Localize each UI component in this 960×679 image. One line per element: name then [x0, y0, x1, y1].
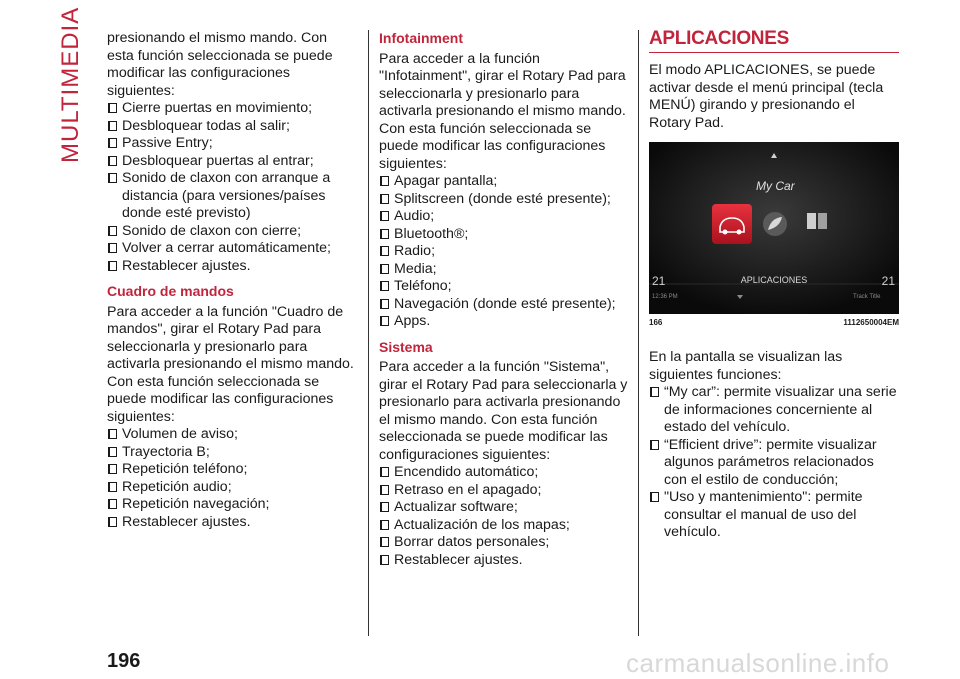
col1-sub-intro: Para acceder a la función "Cuadro de mandos", girar el Rotary Pad para seleccionarla y presionarlo para activarla presionando el mismo mando. Con esta función seleccionada se puede modificar las configuraciones siguientes: [107, 303, 354, 425]
col1-subheading: Cuadro de mandos [107, 283, 234, 299]
list-item-text: Actualizar software; [394, 499, 518, 515]
bullet-icon [380, 520, 389, 530]
list-item [379, 243, 629, 261]
bullet-icon [108, 103, 117, 113]
figure-number: 166 [649, 318, 663, 327]
list-item [379, 208, 629, 226]
list-item [649, 384, 899, 437]
col3-after: En la pantalla se visualizan las siguientes funciones: [649, 349, 843, 383]
list-item [379, 482, 629, 500]
column-3-lower [649, 349, 899, 542]
list-item-text: “Efficient drive”: permite visualizar algunos parámetros relacionados con el estilo de conducción; [664, 436, 877, 488]
list-item-text: Volumen de aviso; [122, 426, 238, 442]
col2-sub-intro: Para acceder a la función "Sistema", girar el Rotary Pad para seleccionarla y presionarlo para activarla presionando el mismo mando. Con esta función seleccionada se puede modificar las configuraciones siguientes: [379, 359, 628, 463]
list-item-text: “My car”: permite visualizar una serie de informaciones concerniente al estado del vehículo. [664, 384, 897, 435]
bullet-icon [108, 517, 117, 527]
list-item [107, 461, 357, 479]
list-item [107, 496, 357, 514]
column-2 [379, 30, 629, 569]
bullet-icon [380, 176, 389, 186]
bullet-icon [380, 537, 389, 547]
list-item-text: Sonido de claxon con cierre; [122, 222, 302, 239]
bullet-icon [380, 299, 389, 309]
list-item [107, 514, 357, 532]
col2-list [379, 173, 629, 331]
bullet-icon [108, 173, 117, 183]
screen-right-number: 21 [881, 274, 895, 288]
bullet-icon [380, 555, 389, 565]
list-item-text: Repetición teléfono; [122, 461, 248, 477]
list-item-text: Radio; [394, 243, 436, 259]
list-item [107, 153, 357, 171]
list-item [107, 479, 357, 497]
section-title-rule [649, 52, 899, 54]
list-item [649, 437, 899, 490]
bullet-icon [380, 194, 389, 204]
list-item-text: Splitscreen (donde esté presente); [394, 190, 611, 207]
list-item-text: Volver a cerrar automáticamente; [122, 240, 331, 256]
col3-intro: El modo APLICACIONES, se puede activar desde el menú principal (tecla MENÚ) girando y presionando el Rotary Pad. [649, 62, 884, 131]
list-item [107, 240, 357, 258]
list-item [379, 296, 629, 314]
col3-list [649, 384, 899, 542]
column-3 [649, 30, 899, 132]
list-item-text: Retraso en el apagado; [394, 481, 542, 498]
bullet-icon [108, 261, 117, 271]
bullet-icon [108, 482, 117, 492]
infotainment-screen-figure [649, 142, 899, 314]
bullet-icon [108, 156, 117, 166]
screen-graphic [649, 142, 899, 314]
list-item-text: Passive Entry; [122, 135, 213, 151]
screen-time: 12:36 PM [652, 294, 678, 300]
bullet-icon [380, 246, 389, 256]
list-item [379, 517, 629, 535]
bullet-icon [108, 243, 117, 253]
list-item-text: Audio; [394, 208, 435, 224]
figure-caption [649, 318, 899, 327]
watermark: carmanualsonline.info [626, 648, 890, 678]
list-item [379, 261, 629, 279]
list-item [379, 278, 629, 296]
list-item [379, 226, 629, 244]
list-item-text: Repetición navegación; [122, 496, 270, 512]
bullet-icon [108, 138, 117, 148]
list-item [107, 118, 357, 136]
section-side-label [54, 6, 84, 168]
list-item-text: Repetición audio; [122, 478, 232, 495]
bullet-icon [380, 211, 389, 221]
bullet-icon [380, 264, 389, 274]
figure-code: 1112650004EM [843, 318, 899, 327]
list-item [107, 170, 357, 223]
bullet-icon [650, 387, 659, 397]
list-item [379, 534, 629, 552]
list-item [379, 173, 629, 191]
list-item-text: Navegación (donde esté presente); [394, 295, 616, 312]
list-item [107, 258, 357, 276]
list-item [379, 191, 629, 209]
bullet-icon [380, 485, 389, 495]
list-item [107, 100, 357, 118]
bullet-icon [108, 447, 117, 457]
list-item [107, 444, 357, 462]
bullet-icon [650, 440, 659, 450]
screen-left-number: 21 [652, 274, 666, 288]
bullet-icon [380, 316, 389, 326]
list-item-text: Restablecer ajustes. [122, 513, 251, 530]
col2-heading: Infotainment [379, 30, 463, 46]
list-item-text: Encendido automático; [394, 464, 539, 480]
bullet-icon [650, 492, 659, 502]
list-item-text: Borrar datos personales; [394, 534, 550, 550]
bullet-icon [380, 281, 389, 291]
column-1 [107, 30, 357, 531]
screen-header: My Car [756, 179, 795, 193]
column-divider [368, 30, 369, 636]
col1-list [107, 100, 357, 275]
bullet-icon [380, 502, 389, 512]
list-item [107, 135, 357, 153]
side-label-text: MULTIMEDIA [57, 6, 84, 163]
bullet-icon [380, 229, 389, 239]
bullet-icon [108, 121, 117, 131]
bullet-icon [108, 429, 117, 439]
page-number: 196 [107, 650, 141, 672]
list-item-text: Apps. [394, 313, 431, 329]
list-item [379, 552, 629, 570]
my-car-tile-icon [712, 204, 752, 244]
list-item-text: "Uso y mantenimiento": permite consultar el manual de uso del vehículo. [664, 489, 863, 540]
list-item [379, 313, 629, 331]
col2-subheading: Sistema [379, 338, 433, 355]
list-item-text: Restablecer ajustes. [394, 551, 523, 568]
list-item-text: Teléfono; [394, 278, 452, 294]
list-item-text: Actualización de los mapas; [394, 516, 570, 533]
list-item [379, 464, 629, 482]
manual-book-icon [807, 213, 816, 229]
col1-intro: presionando el mismo mando. Con esta función seleccionada se puede modificar las configuraciones siguientes: [107, 30, 333, 99]
list-item-text: Desbloquear todas al salir; [122, 117, 290, 134]
list-item-text: Media; [394, 260, 437, 277]
bullet-icon [108, 226, 117, 236]
list-item-text: Restablecer ajustes. [122, 257, 251, 274]
col2-intro: Para acceder a la función "Infotainment", girar el Rotary Pad para seleccionarla y presionarlo para activarla presionando el mismo mando. Con esta función seleccionada se puede modificar las configuraciones siguientes: [379, 50, 626, 172]
list-item-text: Desbloquear puertas al entrar; [122, 152, 314, 169]
bullet-icon [380, 467, 389, 477]
list-item [649, 489, 899, 542]
list-item [107, 223, 357, 241]
screen-track: Track Title [853, 294, 881, 300]
col1-sub-list [107, 426, 357, 531]
list-item [107, 426, 357, 444]
list-item-text: Apagar pantalla; [394, 173, 498, 189]
list-item [379, 499, 629, 517]
col2-sub-list [379, 464, 629, 569]
list-item-text: Trayectoria B; [122, 443, 210, 460]
bullet-icon [108, 499, 117, 509]
bullet-icon [108, 464, 117, 474]
section-title: APLICACIONES [649, 28, 789, 49]
screen-footer-label: APLICACIONES [740, 275, 808, 285]
list-item-text: Sonido de claxon con arranque a distancia (para versiones/países donde esté previsto) [122, 170, 331, 221]
list-item-text: Cierre puertas en movimiento; [122, 100, 313, 116]
column-divider [638, 30, 639, 636]
list-item-text: Bluetooth®; [394, 225, 469, 242]
